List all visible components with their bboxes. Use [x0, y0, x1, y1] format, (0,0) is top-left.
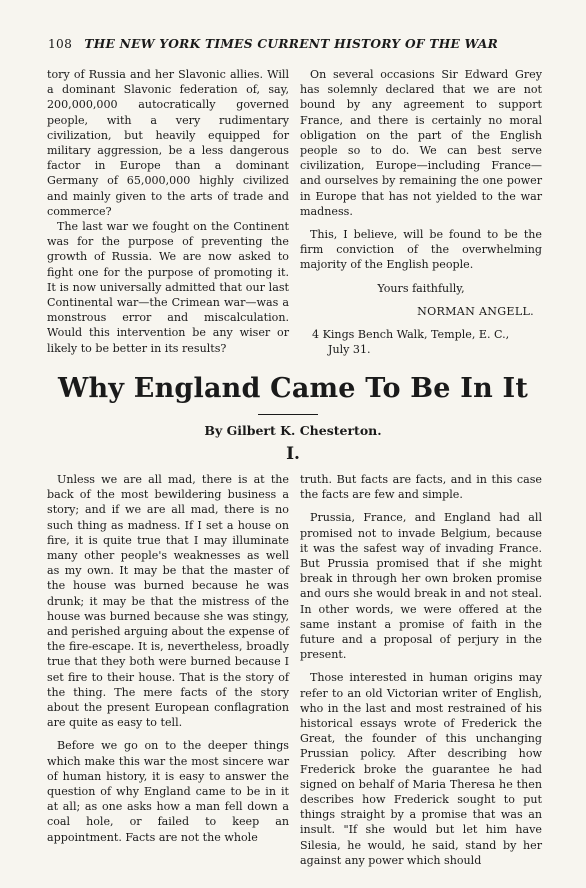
- page-number: 108: [48, 37, 73, 51]
- paragraph: On several occasions Sir Edward Grey has solemnly declared that we are not bound by any agreement to support France, and there is certainly no moral obligation on the part of the English people so to do. We can best serve civilization, Europe—including France—and ourselves by remaining the one power in Europe that has not yielded to the war madness.: [300, 68, 542, 218]
- paragraph: This, I believe, will be found to be the firm conviction of the overwhelming majority of the English people.: [300, 228, 542, 272]
- running-head: [48, 37, 548, 51]
- letter-right-column: [300, 67, 542, 357]
- paragraph: Prussia, France, and England had all promised not to invade Belgium, because it was the safest way of invading France. But Prussia promised that if she might break in through her own broken promise and ours she would break in and not steal. In other words, we were offered at the same instant a promise of faith in the future and a proposal of perjury in the present.: [300, 511, 542, 662]
- letter-date: July 31.: [328, 343, 371, 357]
- running-title: THE NEW YORK TIMES CURRENT HISTORY OF THE WAR: [84, 37, 499, 51]
- letter-signature: NORMAN ANGELL.: [417, 304, 534, 318]
- paragraph: The last war we fought on the Continent was for the purpose of preventing the growth of Russia. We are now asked to fight one for the purpose of promoting it. It is now universally admitted that our last Continental war—the Crimean war—was a monstrous error and miscalculation. Would this intervention be any wiser or likely to be better in its results?: [47, 220, 289, 355]
- paragraph: Unless we are all mad, there is at the back of the most bewildering business a story; and if we are all mad, there is no such thing as madness. If I set a house on fire, it is quite true that I may illuminate many other people's weaknesses as well as my own. It may be that the master of the house was burned because he was drunk; it may be that the mistress of the house was burned because she was stingy, and perished arguing about the expense of the fire-escape. It is, nevertheless, broadly true that they both were burned because I set fire to their house. That is the story of the thing. The mere facts of the story about the present European conflagration are quite as easy to tell.: [47, 473, 289, 730]
- section-number: I.: [286, 444, 300, 464]
- article-headline: Why England Came To Be In It: [57, 373, 529, 404]
- paragraph: Those interested in human origins may refer to an old Victorian writer of English, who in the last and most restrained of his historical essays wrote of Frederick the Great, the founder of this unchanging Prussian policy. After describing how Frederick broke the guarantee he had signed on behalf of Maria Theresa he then describes how Frederick sought to put things straight by a promise that was an insult. "If she would but let him have Silesia, he would, he said, stand by her against any power which should: [300, 671, 542, 867]
- paragraph: truth. But facts are facts, and in this case the facts are few and simple.: [300, 473, 542, 502]
- headline-rule: [258, 414, 318, 415]
- letter-address: 4 Kings Bench Walk, Temple, E. C.,: [312, 328, 510, 342]
- letter-left-column: [47, 67, 289, 356]
- article-byline: By Gilbert K. Chesterton.: [204, 423, 382, 438]
- paragraph: tory of Russia and her Slavonic allies. Will a dominant Slavonic federation of, say, 200,000,000 autocratically governed people, with a very rudimentary civilization, but heavily equipped for military aggression, be a less dangerous factor in Europe than a dominant Germany of 65,000,000 highly civilized and mainly given to the arts of trade and commerce?: [47, 68, 289, 218]
- article-left-column: [47, 472, 289, 845]
- article-right-column: [300, 472, 542, 868]
- paragraph: Before we go on to the deeper things which make this war the most sincere war of human history, it is easy to answer the question of why England came to be in it at all; as one asks how a man fell down a coal hole, or failed to keep an appointment. Facts are not the whole: [47, 739, 289, 844]
- letter-closing: Yours faithfully,: [377, 281, 465, 295]
